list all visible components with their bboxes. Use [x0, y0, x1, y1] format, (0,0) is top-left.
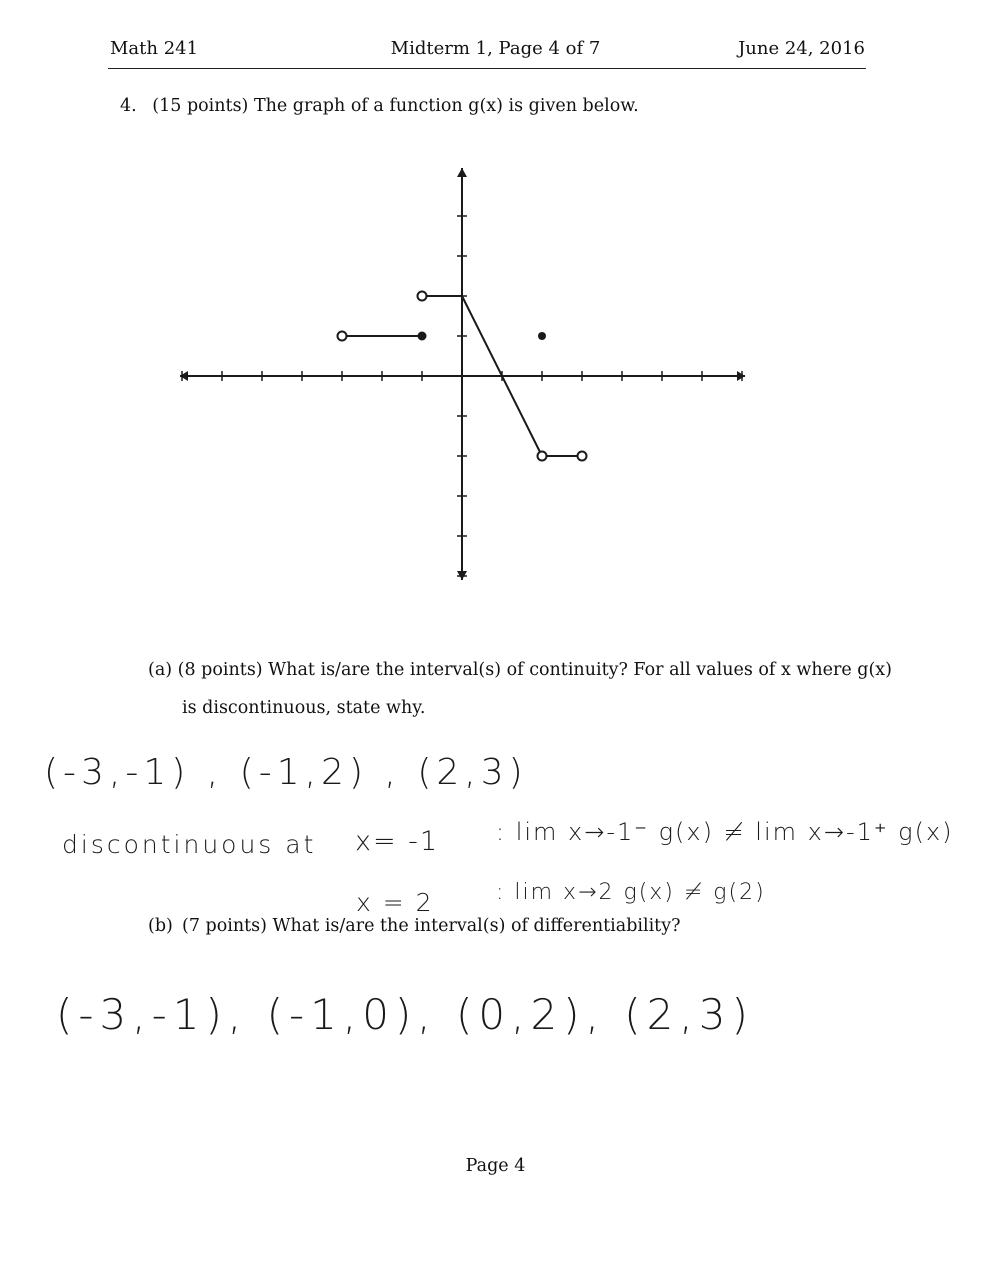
open-endpoint: [538, 452, 547, 461]
answer-a-x2: x = 2: [356, 888, 434, 917]
open-endpoint: [338, 332, 347, 341]
open-endpoint: [578, 452, 587, 461]
part-b-tag: (b): [148, 916, 173, 936]
y-axis-arrow-up: [457, 168, 467, 177]
answer-a-label: discontinuous at: [62, 830, 317, 859]
question-number: 4.: [120, 96, 137, 116]
graph-axes: [180, 168, 745, 580]
closed-endpoint: [418, 332, 427, 341]
isolated-point: [538, 332, 546, 340]
answer-a-intervals: (-3,-1) , (-1,2) , (2,3): [44, 752, 528, 793]
header-course: Math 241: [110, 38, 199, 59]
part-a-prompt-cont: is discontinuous, state why.: [182, 698, 426, 718]
header-exam-page: Midterm 1, Page 4 of 7: [390, 38, 601, 59]
page-footer: Page 4: [465, 1156, 526, 1176]
part-a-prompt: (a) (8 points) What is/are the interval(s) of continuity? For all values of x where g(x): [148, 660, 892, 680]
function-graph: [160, 150, 760, 590]
part-b-prompt: [148, 916, 681, 936]
answer-a-reason2: : lim x→2 g(x) ≠ g(2): [496, 880, 766, 905]
answer-b: (-3,-1), (-1,0), (0,2), (2,3): [56, 990, 754, 1039]
x-axis-arrow-right: [737, 371, 745, 381]
header-rule: [108, 68, 866, 69]
part-b-text: (7 points) What is/are the interval(s) of differentiability?: [182, 916, 681, 936]
x-axis-arrow-left: [180, 371, 188, 381]
question-4: [120, 96, 639, 116]
open-endpoint: [418, 292, 427, 301]
answer-a-reason1: : lim x→-1⁻ g(x) ≠ lim x→-1⁺ g(x): [496, 818, 954, 846]
answer-a-x1: x= -1: [355, 826, 440, 857]
question-text: (15 points) The graph of a function g(x) is given below.: [152, 96, 639, 116]
header-date: June 24, 2016: [738, 38, 865, 59]
